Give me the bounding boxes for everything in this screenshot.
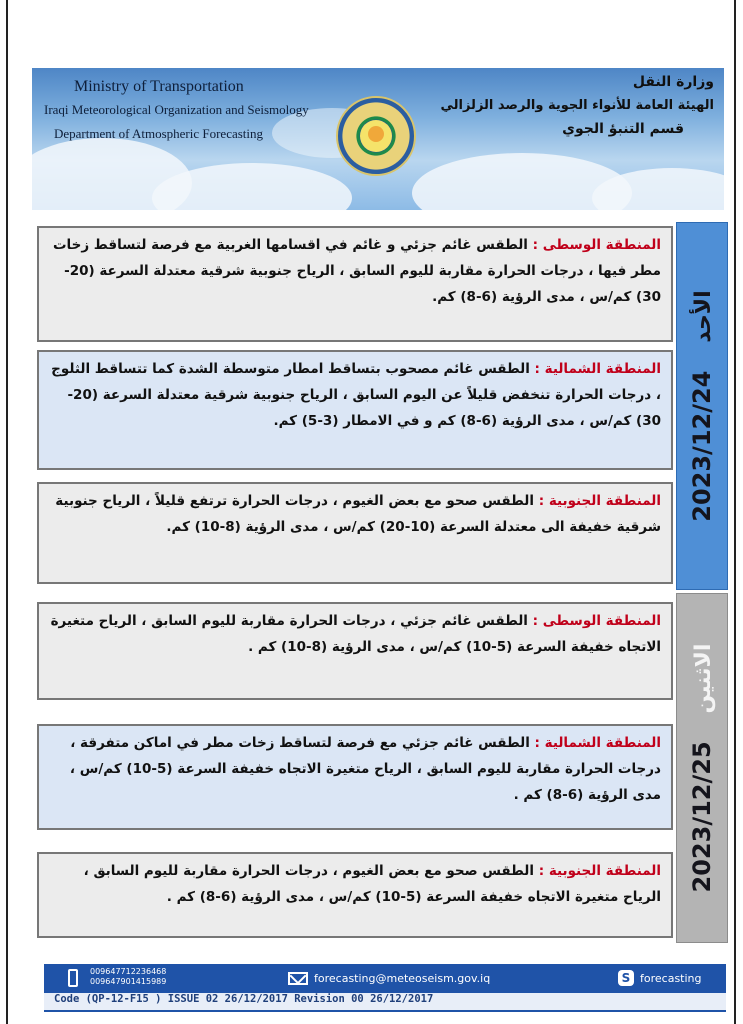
forecast-box-monday-south: المنطقة الجنوبية : الطقس صحو مع بعض الغيوم ، درجات الحرارة مقاربة لليوم السابق ، الرياح متغيرة الاتجاه خفيفة السرعة (5-10) كم/س ، مدى الرؤية (6-8) كم . <box>37 852 673 938</box>
forecast-text: الطقس غائم جزئي ، درجات الحرارة مقاربة لليوم السابق ، الرياح متغيرة الاتجاه خفيفة السرعة (5-10) كم/س ، مدى الرؤية (8-10) كم . <box>50 613 661 655</box>
ministry-en: Ministry of Transportation <box>74 78 244 95</box>
region-label: المنطقة الشمالية <box>544 361 661 377</box>
skype-icon: S <box>618 970 634 986</box>
department-en: Department of Atmospheric Forecasting <box>54 126 264 141</box>
phone-number-2: 009647901415989 <box>90 977 167 986</box>
email-address[interactable]: forecasting@meteoseism.gov.iq <box>314 972 491 985</box>
region-label: المنطقة الجنوبية <box>548 493 661 509</box>
organization-en: Iraqi Meteorological Organization and Seismology <box>44 102 309 117</box>
ministry-ar: وزارة النقل <box>632 74 714 90</box>
forecast-box-monday-central: المنطقة الوسطى : الطقس غائم جزئي ، درجات الحرارة مقاربة لليوم السابق ، الرياح متغيرة الاتجاه خفيفة السرعة (5-10) كم/س ، مدى الرؤية (8-10) كم . <box>37 602 673 700</box>
organization-logo <box>336 96 416 176</box>
header-english <box>44 78 309 142</box>
forecast-text: الطقس صحو مع بعض الغيوم ، درجات الحرارة ترتفع قليلاً ، الرياح جنوبية شرقية خفيفة الى معتدلة السرعة (10-20) كم/س ، مدى الرؤية (8-10) كم. <box>55 493 661 535</box>
header-arabic <box>440 74 714 137</box>
forecast-box-sunday-south: المنطقة الجنوبية : الطقس صحو مع بعض الغيوم ، درجات الحرارة ترتفع قليلاً ، الرياح جنوبية شرقية خفيفة الى معتدلة السرعة (10-20) كم/س ، مدى الرؤية (8-10) كم. <box>37 482 673 584</box>
phone-number-1: 009647712236468 <box>90 967 167 976</box>
day-label: الاثنين <box>691 643 716 714</box>
header-banner <box>32 68 724 210</box>
day-bar-monday <box>676 593 728 943</box>
forecast-box-monday-north: المنطقة الشمالية : الطقس غائم جزئي مع فرصة لتساقط زخات مطر في اماكن متفرقة ، درجات الحرارة مقاربة لليوم السابق ، الرياح متغيرة الاتجاه خفيفة السرعة (5-10) كم/س ، مدى الرؤية (6-8) كم . <box>37 724 673 830</box>
forecast-box-sunday-central: المنطقة الوسطى : الطقس غائم جزئي و غائم في اقسامها الغربية مع فرصة لتساقط زخات مطر فيها ، درجات الحرارة مقاربة لليوم السابق ، الرياح جنوبية شرقية معتدلة السرعة (20-30) كم/س ، مدى الرؤية (6-8) كم. <box>37 226 673 342</box>
footer-contact-bar <box>44 964 726 992</box>
date-label: 2023/12/24 <box>688 370 716 522</box>
day-bar-label <box>688 644 716 893</box>
region-label: المنطقة الشمالية <box>544 735 661 751</box>
email-icon <box>288 972 308 985</box>
phone-numbers <box>90 967 166 987</box>
forecast-box-sunday-north: المنطقة الشمالية : الطقس غائم مصحوب بتساقط امطار متوسطة الشدة كما تتساقط الثلوج ، درجات الحرارة تنخفض قليلاً عن اليوم السابق ، الرياح جنوبية شرقية معتدلة السرعة (20-30) كم/س ، مدى الرؤية (6-8) كم و في الامطار (3-5) كم. <box>37 350 673 470</box>
forecast-text: الطقس غائم جزئي مع فرصة لتساقط زخات مطر في اماكن متفرقة ، درجات الحرارة مقاربة لليوم السابق ، الرياح متغيرة الاتجاه خفيفة السرعة (5-10) كم/س ، مدى الرؤية (6-8) كم . <box>69 735 661 803</box>
department-ar: قسم التنبؤ الجوي <box>562 121 684 137</box>
organization-ar: الهيئة العامة للأنواء الجوية والرصد الزلزالي <box>440 98 714 113</box>
day-label: الأحد <box>691 290 716 343</box>
region-label: المنطقة الجنوبية <box>548 863 661 879</box>
footer-code-line <box>44 992 726 1012</box>
forecast-text: الطقس غائم مصحوب بتساقط امطار متوسطة الشدة كما تتساقط الثلوج ، درجات الحرارة تنخفض قليلاً عن اليوم السابق ، الرياح جنوبية شرقية معتدلة السرعة (20-30) كم/س ، مدى الرؤية (6-8) كم و في الامطار (3-5) كم. <box>51 361 661 429</box>
forecast-text: الطقس صحو مع بعض الغيوم ، درجات الحرارة مقاربة لليوم السابق ، الرياح متغيرة الاتجاه خفيفة السرعة (5-10) كم/س ، مدى الرؤية (6-8) كم . <box>83 863 661 905</box>
region-label: المنطقة الوسطى <box>542 237 661 253</box>
date-label: 2023/12/25 <box>688 741 716 893</box>
skype-handle: forecasting <box>640 972 702 985</box>
day-bar-label <box>688 290 716 521</box>
forecast-text: الطقس غائم جزئي و غائم في اقسامها الغربية مع فرصة لتساقط زخات مطر فيها ، درجات الحرارة مقاربة لليوم السابق ، الرياح جنوبية شرقية معتدلة السرعة (20-30) كم/س ، مدى الرؤية (6-8) كم. <box>52 237 661 305</box>
document-code: Code (QP-12-F15 ) ISSUE 02 26/12/2017 Revision 00 26/12/2017 <box>54 993 434 1005</box>
day-bar-sunday <box>676 222 728 590</box>
phone-icon <box>68 969 78 987</box>
region-label: المنطقة الوسطى <box>542 613 661 629</box>
